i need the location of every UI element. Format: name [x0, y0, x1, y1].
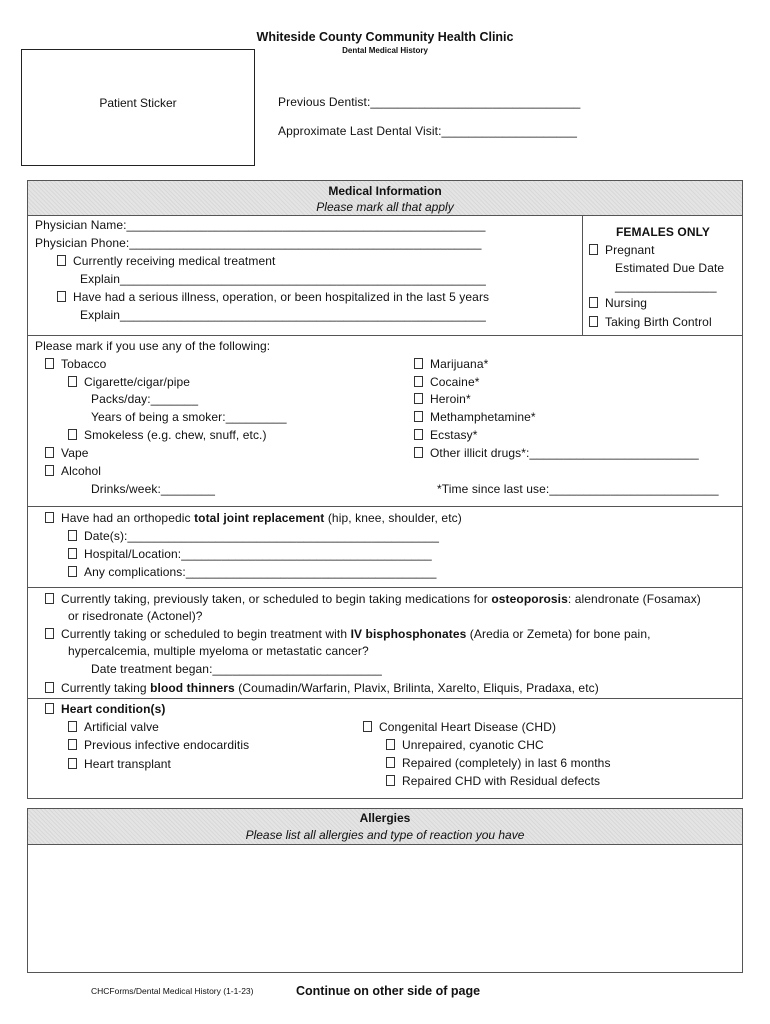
- drinks-per-week-field[interactable]: Drinks/week:________: [91, 482, 216, 496]
- blood-thinners-checkbox[interactable]: [45, 682, 54, 693]
- heroin-item: [414, 392, 471, 406]
- osteo-pre: Currently taking, previously taken, or scheduled to begin taking medications for: [61, 592, 492, 606]
- meth-checkbox[interactable]: [414, 411, 423, 422]
- unrepaired-item: [386, 738, 544, 752]
- iv-bisphosphonates-checkbox[interactable]: [45, 628, 54, 639]
- allergies-input-area[interactable]: [29, 846, 741, 971]
- illness-label: Have had a serious illness, operation, or been hospitalized in the last 5 years: [73, 290, 490, 304]
- vape-checkbox[interactable]: [45, 447, 54, 458]
- osteoporosis-checkbox[interactable]: [45, 593, 54, 604]
- thin-pre: Currently taking: [61, 681, 151, 695]
- females-only-title: FEMALES ONLY: [615, 225, 711, 239]
- joint-replacement-checkbox[interactable]: [45, 512, 54, 523]
- heart-transplant-label: Heart transplant: [84, 757, 171, 771]
- residual-item: [386, 774, 600, 788]
- other-drugs-checkbox[interactable]: [414, 447, 423, 458]
- pregnant-checkbox[interactable]: [589, 244, 598, 255]
- joint-complications-item: [68, 565, 436, 579]
- marijuana-label: Marijuana*: [430, 357, 489, 371]
- treatment-explain-field[interactable]: Explain______________________________________________________: [80, 272, 486, 286]
- clinic-title: Whiteside County Community Health Clinic: [256, 30, 514, 44]
- due-date-field[interactable]: _______________: [615, 279, 717, 293]
- heroin-label: Heroin*: [430, 392, 471, 406]
- chd-label: Congenital Heart Disease (CHD): [379, 720, 557, 734]
- due-date-label: Estimated Due Date: [615, 261, 725, 275]
- osteoporosis-item: [45, 592, 701, 606]
- chd-checkbox[interactable]: [363, 721, 372, 732]
- joint-complications-checkbox[interactable]: [68, 566, 77, 577]
- heart-condition-checkbox[interactable]: [45, 703, 54, 714]
- repaired-label: Repaired (completely) in last 6 months: [402, 756, 611, 770]
- physician-phone-field[interactable]: Physician Phone:____________________________________________________: [35, 236, 482, 250]
- joint-complications-field[interactable]: Any complications:_____________________________________: [84, 565, 437, 579]
- marijuana-item: [414, 357, 488, 371]
- birth-control-label: Taking Birth Control: [605, 315, 712, 329]
- joint-dates-checkbox[interactable]: [68, 530, 77, 541]
- vape-label: Vape: [61, 446, 89, 460]
- pregnant-label: Pregnant: [605, 243, 655, 257]
- heart-transplant-checkbox[interactable]: [68, 758, 77, 769]
- form-id: CHCForms/Dental Medical History (1-1-23): [91, 986, 254, 996]
- joint-hospital-field[interactable]: Hospital/Location:_____________________________________: [84, 547, 432, 561]
- repaired-checkbox[interactable]: [386, 757, 395, 768]
- illness-explain-field[interactable]: Explain______________________________________________________: [80, 308, 486, 322]
- continue-note: Continue on other side of page: [296, 984, 481, 998]
- nursing-label: Nursing: [605, 296, 648, 310]
- time-since-last-use-field[interactable]: *Time since last use:_________________________: [437, 482, 719, 496]
- cigarette-item: [68, 375, 190, 389]
- cocaine-checkbox[interactable]: [414, 376, 423, 387]
- medical-information-header: [27, 180, 743, 216]
- repaired-item: [386, 756, 611, 770]
- allergies-subtitle: Please list all allergies and type of reaction you have: [245, 828, 525, 842]
- patient-sticker-label: Patient Sticker: [99, 96, 177, 110]
- artificial-valve-item: [68, 720, 159, 734]
- treatment-label: Currently receiving medical treatment: [73, 254, 276, 268]
- meth-label: Methamphetamine*: [430, 410, 536, 424]
- tobacco-item: [45, 357, 106, 371]
- cocaine-item: [414, 375, 480, 389]
- years-smoker-field[interactable]: Years of being a smoker:_________: [91, 410, 287, 424]
- joint-hospital-item: [68, 547, 432, 561]
- previous-dentist-field[interactable]: Previous Dentist:_______________________________: [278, 95, 581, 109]
- smokeless-item: [68, 428, 267, 442]
- divider-medications: [27, 587, 743, 588]
- substances-intro: Please mark if you use any of the following:: [35, 339, 271, 353]
- endocarditis-checkbox[interactable]: [68, 739, 77, 750]
- medical-information-title: Medical Information: [328, 184, 442, 198]
- other-drugs-item: [414, 446, 699, 460]
- illness-checkbox[interactable]: [57, 291, 66, 302]
- heart-condition-title: Heart condition(s): [61, 702, 166, 716]
- ecstasy-label: Ecstasy*: [430, 428, 478, 442]
- iv-bold: IV bisphosphonates: [350, 627, 467, 641]
- cocaine-label: Cocaine*: [430, 375, 480, 389]
- physician-name-field[interactable]: Physician Name:_____________________________________________________: [35, 218, 486, 232]
- artificial-valve-checkbox[interactable]: [68, 721, 77, 732]
- iv-pre: Currently taking or scheduled to begin treatment with: [61, 627, 351, 641]
- thin-post: (Coumadin/Warfarin, Plavix, Brilinta, Xarelto, Eliquis, Pradaxa, etc): [234, 681, 599, 695]
- allergies-header: [27, 808, 743, 845]
- joint-post: (hip, knee, shoulder, etc): [324, 511, 462, 525]
- joint-replacement-item: [45, 511, 462, 525]
- packs-per-day-field[interactable]: Packs/day:_______: [91, 392, 199, 406]
- divider-substances: [27, 335, 743, 336]
- osteo-line2: or risedronate (Actonel)?: [68, 609, 203, 623]
- residual-checkbox[interactable]: [386, 775, 395, 786]
- last-dental-visit-field[interactable]: Approximate Last Dental Visit:____________________: [278, 124, 577, 138]
- joint-dates-item: [68, 529, 439, 543]
- ecstasy-checkbox[interactable]: [414, 429, 423, 440]
- joint-bold: total joint replacement: [194, 511, 325, 525]
- form-subtitle: Dental Medical History: [342, 46, 428, 55]
- endocarditis-item: [68, 738, 249, 752]
- cigarette-label: Cigarette/cigar/pipe: [84, 375, 191, 389]
- smokeless-label: Smokeless (e.g. chew, snuff, etc.): [84, 428, 267, 442]
- marijuana-checkbox[interactable]: [414, 358, 423, 369]
- divider-heart: [27, 698, 743, 699]
- blood-thinners-item: [45, 681, 599, 695]
- nursing-checkbox[interactable]: [589, 297, 598, 308]
- alcohol-item: [45, 464, 101, 478]
- joint-dates-field[interactable]: Date(s):______________________________________________: [84, 529, 440, 543]
- artificial-valve-label: Artificial valve: [84, 720, 159, 734]
- cigarette-checkbox[interactable]: [68, 376, 77, 387]
- endocarditis-label: Previous infective endocarditis: [84, 738, 250, 752]
- unrepaired-checkbox[interactable]: [386, 739, 395, 750]
- osteo-bold: osteoporosis: [491, 592, 568, 606]
- osteo-post: : alendronate (Fosamax): [567, 592, 701, 606]
- vape-item: [45, 446, 89, 460]
- pregnant-item: [589, 243, 655, 257]
- heart-transplant-item: [68, 757, 171, 771]
- joint-pre: Have had an orthopedic: [61, 511, 195, 525]
- residual-label: Repaired CHD with Residual defects: [402, 774, 601, 788]
- heroin-checkbox[interactable]: [414, 393, 423, 404]
- other-drugs-label: Other illicit drugs*:_________________________: [430, 446, 699, 460]
- treatment-checkbox[interactable]: [57, 255, 66, 266]
- ecstasy-item: [414, 428, 477, 442]
- alcohol-label: Alcohol: [61, 464, 102, 478]
- treatment-item: [57, 254, 275, 268]
- nursing-item: [589, 296, 647, 310]
- joint-hospital-checkbox[interactable]: [68, 548, 77, 559]
- unrepaired-label: Unrepaired, cyanotic CHC: [402, 738, 544, 752]
- tobacco-checkbox[interactable]: [45, 358, 54, 369]
- iv-post: (Aredia or Zemeta) for bone pain,: [466, 627, 651, 641]
- heart-condition-item: [45, 702, 165, 716]
- allergies-title: Allergies: [359, 811, 411, 825]
- birth-control-item: [589, 315, 712, 329]
- iv-bisphosphonates-item: [45, 627, 651, 641]
- meth-item: [414, 410, 536, 424]
- patient-sticker-box: [21, 49, 255, 166]
- divider-joint: [27, 506, 743, 507]
- chd-item: [363, 720, 556, 734]
- medical-information-subtitle: Please mark all that apply: [316, 200, 454, 214]
- smokeless-checkbox[interactable]: [68, 429, 77, 440]
- date-treatment-began-field[interactable]: Date treatment began:_________________________: [91, 662, 382, 676]
- illness-item: [57, 290, 489, 304]
- thin-bold: blood thinners: [150, 681, 235, 695]
- iv-line2: hypercalcemia, multiple myeloma or metastatic cancer?: [68, 644, 369, 658]
- birth-control-checkbox[interactable]: [589, 316, 598, 327]
- alcohol-checkbox[interactable]: [45, 465, 54, 476]
- tobacco-label: Tobacco: [61, 357, 107, 371]
